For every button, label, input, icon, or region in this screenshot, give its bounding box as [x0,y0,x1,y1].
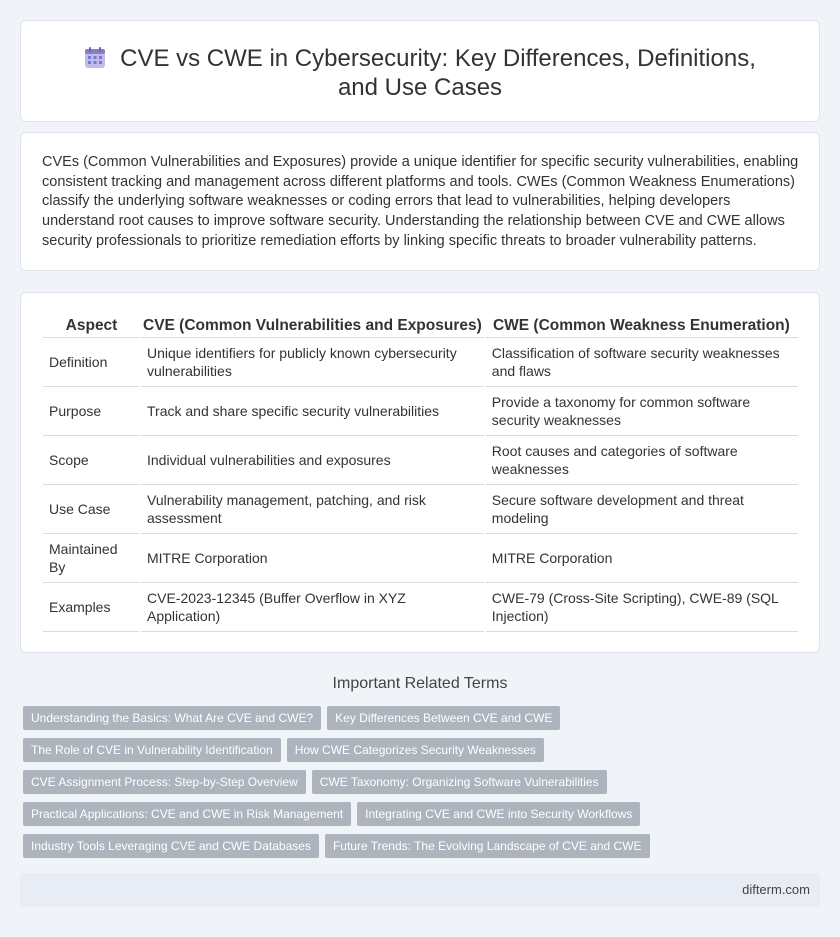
related-term-link[interactable]: The Role of CVE in Vulnerability Identification [23,738,281,762]
related-term-link[interactable]: CVE Assignment Process: Step-by-Step Overview [23,770,306,794]
cell-cve: MITRE Corporation [140,533,485,582]
cell-cve: Track and share specific security vulnerabilities [140,386,485,435]
cell-cwe: MITRE Corporation [485,533,798,582]
cell-aspect: Examples [43,582,140,631]
footer-site-link[interactable]: difterm.com [742,882,810,897]
table-header-row [43,315,798,337]
cell-cwe: Root causes and categories of software weaknesses [485,435,798,484]
header-cwe: CWE (Common Weakness Enumeration) [485,315,798,337]
related-term-link[interactable]: Industry Tools Leveraging CVE and CWE Databases [23,834,319,858]
header-aspect: Aspect [43,315,140,337]
cell-aspect: Definition [43,337,140,386]
header-card [20,20,820,122]
cell-cve: CVE-2023-12345 (Buffer Overflow in XYZ Application) [140,582,485,631]
header-cve: CVE (Common Vulnerabilities and Exposures) [140,315,485,337]
related-term-link[interactable]: CWE Taxonomy: Organizing Software Vulnerabilities [312,770,607,794]
cell-cwe: Provide a taxonomy for common software security weaknesses [485,386,798,435]
comparison-table-card [20,292,820,653]
related-term-link[interactable]: Practical Applications: CVE and CWE in Risk Management [23,802,351,826]
cell-cwe: Classification of software security weaknesses and flaws [485,337,798,386]
related-term-link[interactable]: Understanding the Basics: What Are CVE and CWE? [23,706,321,730]
table-row [43,533,798,582]
cell-aspect: Use Case [43,484,140,533]
related-terms-list [23,706,823,858]
table-row [43,582,798,631]
cell-cve: Individual vulnerabilities and exposures [140,435,485,484]
related-term-link[interactable]: Integrating CVE and CWE into Security Workflows [357,802,640,826]
intro-card [20,132,820,271]
cell-cve: Unique identifiers for publicly known cybersecurity vulnerabilities [140,337,485,386]
related-term-link[interactable]: Future Trends: The Evolving Landscape of CVE and CWE [325,834,650,858]
cell-aspect: Maintained By [43,533,140,582]
table-row [43,435,798,484]
calendar-grid-icon [84,47,106,69]
cell-cwe: Secure software development and threat modeling [485,484,798,533]
cell-aspect: Scope [43,435,140,484]
intro-paragraph: CVEs (Common Vulnerabilities and Exposures) provide a unique identifier for specific security vulnerabilities, enabling consistent tracking and management across different platforms and tools. CWEs (Common Weakness Enumerations) classify the underlying software weaknesses or coding errors that lead to vulnerabilities, helping developers understand root causes to improve software security. Understanding the relationship between CVE and CWE allows security professionals to prioritize remediation efforts by linking specific threats to broader vulnerability patterns. [42,154,799,249]
footer-bar [20,873,820,906]
table-row [43,484,798,533]
page-title: CVE vs CWE in Cybersecurity: Key Differences, Definitions, and Use Cases [120,45,756,101]
table-row [43,386,798,435]
related-terms-heading: Important Related Terms [332,675,508,692]
comparison-table [43,315,798,632]
related-term-link[interactable]: How CWE Categorizes Security Weaknesses [287,738,544,762]
cell-aspect: Purpose [43,386,140,435]
cell-cve: Vulnerability management, patching, and risk assessment [140,484,485,533]
table-row [43,337,798,386]
related-term-link[interactable]: Key Differences Between CVE and CWE [327,706,560,730]
cell-cwe: CWE-79 (Cross-Site Scripting), CWE-89 (SQL Injection) [485,582,798,631]
page-title-wrap [61,44,779,102]
